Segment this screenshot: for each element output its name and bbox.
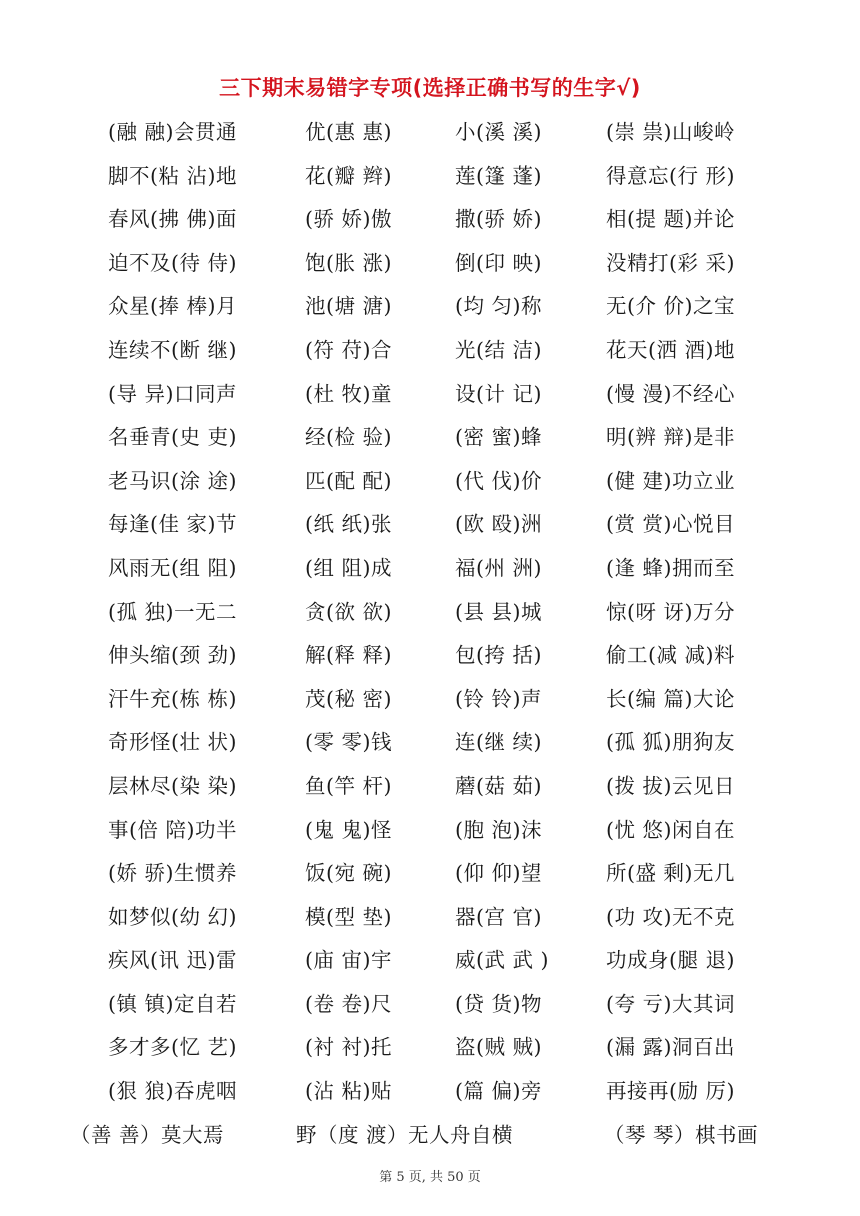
word-row (0, 984, 860, 1028)
word-item: （琴 琴）棋书画 (604, 1122, 759, 1147)
word-item: 器(宫 官) (455, 904, 543, 929)
word-item: 设(计 记) (455, 381, 543, 406)
word-item: (孤 狐)朋狗友 (606, 730, 736, 755)
word-item: 疾风(讯 迅)雷 (108, 948, 238, 973)
word-row (0, 1071, 860, 1115)
word-item: 层林尽(染 染) (108, 773, 238, 798)
word-item: (卷 卷)尺 (305, 991, 393, 1016)
word-row (0, 330, 860, 374)
word-item: 无(介 价)之宝 (606, 294, 736, 319)
word-item: 鱼(竿 杆) (305, 773, 393, 798)
word-item: 模(型 垫) (305, 904, 393, 929)
word-item: 贪(欲 欲) (305, 599, 393, 624)
word-item: 蘑(菇 茹) (455, 773, 543, 798)
word-item: (铃 铃)声 (455, 686, 543, 711)
word-item: (崇 祟)山峻岭 (606, 120, 736, 144)
word-item: 迫不及(待 侍) (108, 250, 238, 275)
word-item: 再接再(励 厉) (606, 1079, 736, 1104)
word-row (0, 592, 860, 636)
word-item: 春风(拂 佛)面 (108, 207, 238, 232)
word-item: 茂(秘 密) (305, 686, 393, 711)
word-item: 如梦似(幼 幻) (108, 904, 238, 929)
word-item: (狠 狼)吞虎咽 (108, 1079, 238, 1104)
word-item: (鬼 鬼)怪 (305, 817, 393, 842)
word-item: (娇 骄)生惯养 (108, 861, 238, 886)
word-item: (赏 赏)心悦目 (606, 512, 736, 537)
word-item: 解(释 释) (305, 643, 393, 668)
word-item: 包(挎 括) (455, 643, 543, 668)
word-row (0, 853, 860, 897)
word-item: 池(塘 溏) (305, 294, 393, 319)
word-item: 每逢(佳 家)节 (108, 512, 238, 537)
word-item: 经(检 验) (305, 425, 393, 450)
word-item: (慢 漫)不经心 (606, 381, 736, 406)
word-item: (杜 牧)童 (305, 381, 393, 406)
word-item: 盗(贼 贼) (455, 1035, 543, 1060)
word-item: 得意忘(行 形) (606, 163, 736, 188)
word-item: 优(惠 惠) (305, 120, 393, 144)
word-item: 功成身(腿 退) (606, 948, 736, 973)
word-item: 长(编 篇)大论 (606, 686, 736, 711)
word-item: (零 零)钱 (305, 730, 393, 755)
word-item: 莲(篷 蓬) (455, 163, 543, 188)
word-item: 倒(印 映) (455, 250, 543, 275)
word-item: (密 蜜)蜂 (455, 425, 543, 450)
word-item: (篇 偏)旁 (455, 1079, 543, 1104)
word-item: (拨 拔)云见日 (606, 773, 736, 798)
word-item: 花(瓣 辫) (305, 163, 393, 188)
word-item: (镇 镇)定自若 (108, 991, 238, 1016)
word-item: (导 异)口同声 (108, 381, 238, 406)
word-item: 老马识(涂 途) (108, 468, 238, 493)
word-item: 小(溪 溪) (455, 120, 543, 144)
word-row (0, 679, 860, 723)
word-item: 饭(宛 碗) (305, 861, 393, 886)
word-item: (融 融)会贯通 (108, 120, 238, 144)
word-item: (骄 娇)傲 (305, 207, 393, 232)
word-item: 饱(胀 涨) (305, 250, 393, 275)
word-item: (沾 粘)贴 (305, 1079, 393, 1104)
word-item: (忧 悠)闲自在 (606, 817, 736, 842)
word-item: (逢 蜂)拥而至 (606, 555, 736, 580)
word-item: (贷 货)物 (455, 991, 543, 1016)
page-title: 三下期末易错字专项(选择正确书写的生字√) (219, 76, 641, 100)
word-row (0, 199, 860, 243)
word-item: 光(结 洁) (455, 337, 543, 362)
word-item: （善 善）莫大焉 (70, 1122, 225, 1147)
word-item: 所(盛 剩)无几 (606, 861, 736, 886)
word-item: 汗牛充(栋 栋) (108, 686, 238, 711)
word-item: 匹(配 配) (305, 468, 393, 493)
word-item: (纸 纸)张 (305, 512, 393, 537)
word-row (0, 1027, 860, 1071)
word-item: 偷工(减 减)料 (606, 643, 736, 668)
word-item: 福(州 洲) (455, 555, 543, 580)
word-row (0, 722, 860, 766)
word-item: (符 苻)合 (305, 337, 393, 362)
word-item: 野（度 渡）无人舟自横 (296, 1122, 514, 1147)
word-item: 脚不(粘 沾)地 (108, 163, 238, 188)
word-item: (功 攻)无不克 (606, 904, 736, 929)
word-row (0, 897, 860, 941)
word-item: (组 阻)成 (305, 555, 393, 580)
word-item: 连(继 续) (455, 730, 543, 755)
word-row (0, 417, 860, 461)
word-row (0, 112, 860, 156)
word-row (0, 940, 860, 984)
word-item: 惊(呀 讶)万分 (606, 599, 736, 624)
word-row (0, 286, 860, 330)
word-item: 明(辨 辩)是非 (606, 425, 736, 450)
word-row-last (0, 1115, 860, 1159)
word-item: 众星(捧 棒)月 (108, 294, 238, 319)
word-item: 伸头缩(颈 劲) (108, 643, 238, 668)
word-item: 花天(洒 酒)地 (606, 337, 736, 362)
word-item: 连续不(断 继) (108, 337, 238, 362)
word-row (0, 766, 860, 810)
word-item: (代 伐)价 (455, 468, 543, 493)
word-item: (庙 宙)宇 (305, 948, 393, 973)
word-item: 名垂青(史 吏) (108, 425, 238, 450)
word-row (0, 504, 860, 548)
word-item: 威(武 武 ) (455, 948, 550, 973)
word-item: (衬 衬)托 (305, 1035, 393, 1060)
word-item: (夸 亏)大其词 (606, 991, 736, 1016)
word-item: 相(提 题)并论 (606, 207, 736, 232)
word-row (0, 156, 860, 200)
word-row (0, 548, 860, 592)
word-item: (县 县)城 (455, 599, 543, 624)
word-row (0, 243, 860, 287)
word-row (0, 810, 860, 854)
word-item: (孤 独)一无二 (108, 599, 238, 624)
word-item: (均 匀)称 (455, 294, 543, 319)
word-row (0, 461, 860, 505)
word-row (0, 374, 860, 418)
word-item: 事(倍 陪)功半 (108, 817, 238, 842)
word-item: 多才多(忆 艺) (108, 1035, 238, 1060)
word-item: (欧 殴)洲 (455, 512, 543, 537)
word-row (0, 635, 860, 679)
word-item: 风雨无(组 阻) (108, 555, 238, 580)
word-item: 撒(骄 娇) (455, 207, 543, 232)
word-item: (胞 泡)沫 (455, 817, 543, 842)
page-footer: 第 5 页, 共 50 页 (379, 1170, 481, 1185)
word-item: 没精打(彩 采) (606, 250, 736, 275)
word-grid (0, 112, 860, 1158)
word-item: (健 建)功立业 (606, 468, 736, 493)
word-item: (仰 仰)望 (455, 861, 543, 886)
word-item: 奇形怪(壮 状) (108, 730, 238, 755)
word-item: (漏 露)洞百出 (606, 1035, 736, 1060)
